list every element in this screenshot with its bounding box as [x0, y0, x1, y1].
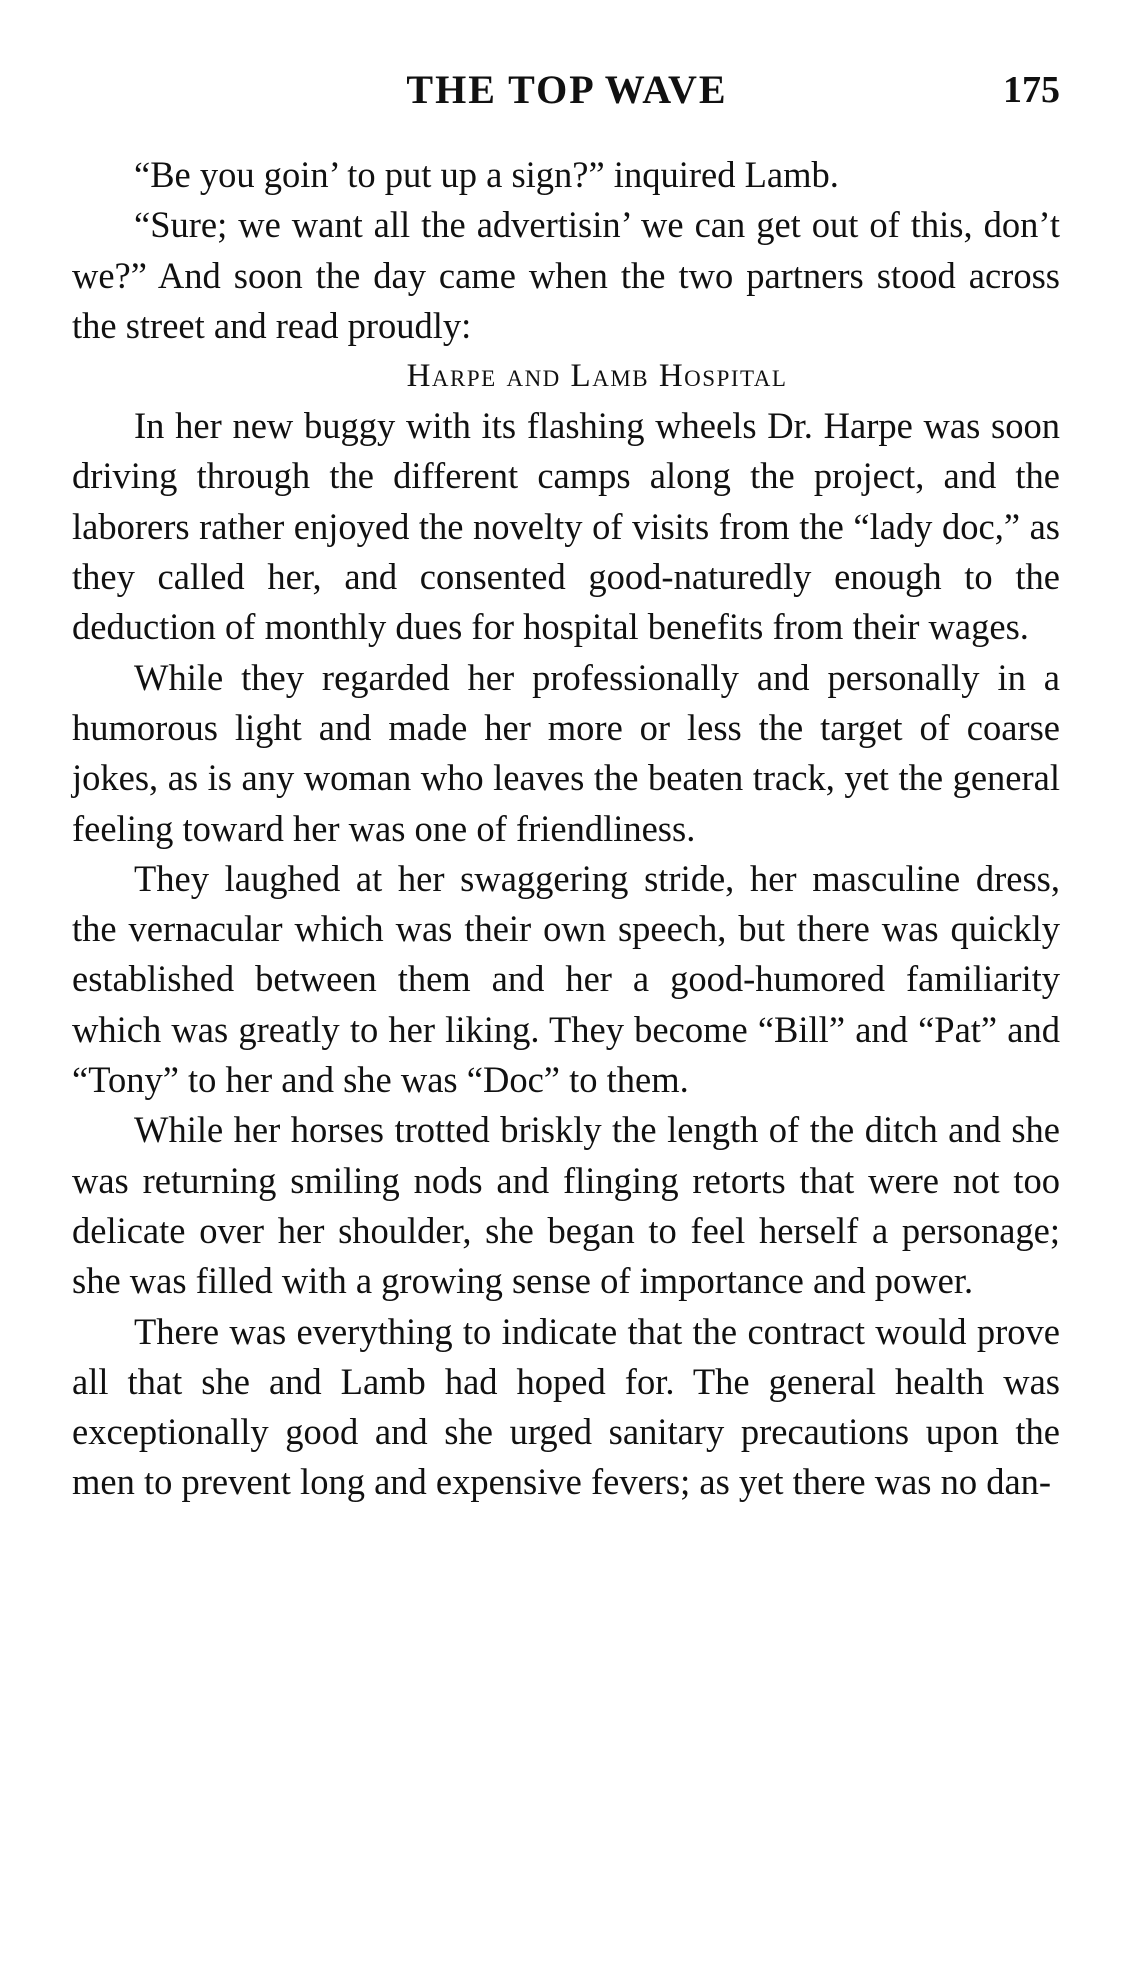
paragraph-2: “Sure; we want all the advertisin’ we can get out of this, don’t we?” And soon the day came when the two partners stood across the street and read proudly: [72, 204, 1060, 346]
paragraph-1: “Be you goin’ to put up a sign?” inquired Lamb. [134, 154, 839, 195]
paragraph-5: They laughed at her swaggering stride, her masculine dress, the vernacular which was their own speech, but there was quickly established between them and her a good-humored familiarity which was greatly to her liking. They become “Bill” and “Pat” and “Tony” to her and she was “Doc” to them. [72, 857, 1060, 1101]
paragraph-7: There was everything to indicate that the contract would prove all that she and Lamb had hoped for. The general health was exceptionally good and she urged sanitary precautions upon the men to prevent long and expensive fevers; as yet there was no dan- [72, 1310, 1060, 1503]
running-title: THE TOP WAVE [406, 67, 728, 112]
paragraph-3: In her new buggy with its flashing wheels Dr. Harpe was soon driving through the different camps along the project, and the laborers rather enjoyed the novelty of visits from the “lady doc,” as they called her, and consented good-naturedly enough to the deduction of monthly dues for hospital benefits from their wages. [72, 405, 1060, 648]
paragraph-4: While they regarded her professionally and personally in a humorous light and made her more or less the target of coarse jokes, as is any woman who leaves the beaten track, yet the general feeling toward her was one of friendliness. [72, 656, 1060, 849]
page-number: 175 [1003, 69, 1060, 111]
body-text [72, 150, 1060, 1508]
page-header [74, 60, 1060, 120]
paragraph-6: While her horses trotted briskly the length of the ditch and she was returning smiling nods and flinging retorts that were not too delicate over her shoulder, she began to feel herself a personage; she was filled with a growing sense of importance and power. [72, 1109, 1060, 1302]
sign-heading: Harpe and Lamb Hospital [406, 358, 788, 395]
